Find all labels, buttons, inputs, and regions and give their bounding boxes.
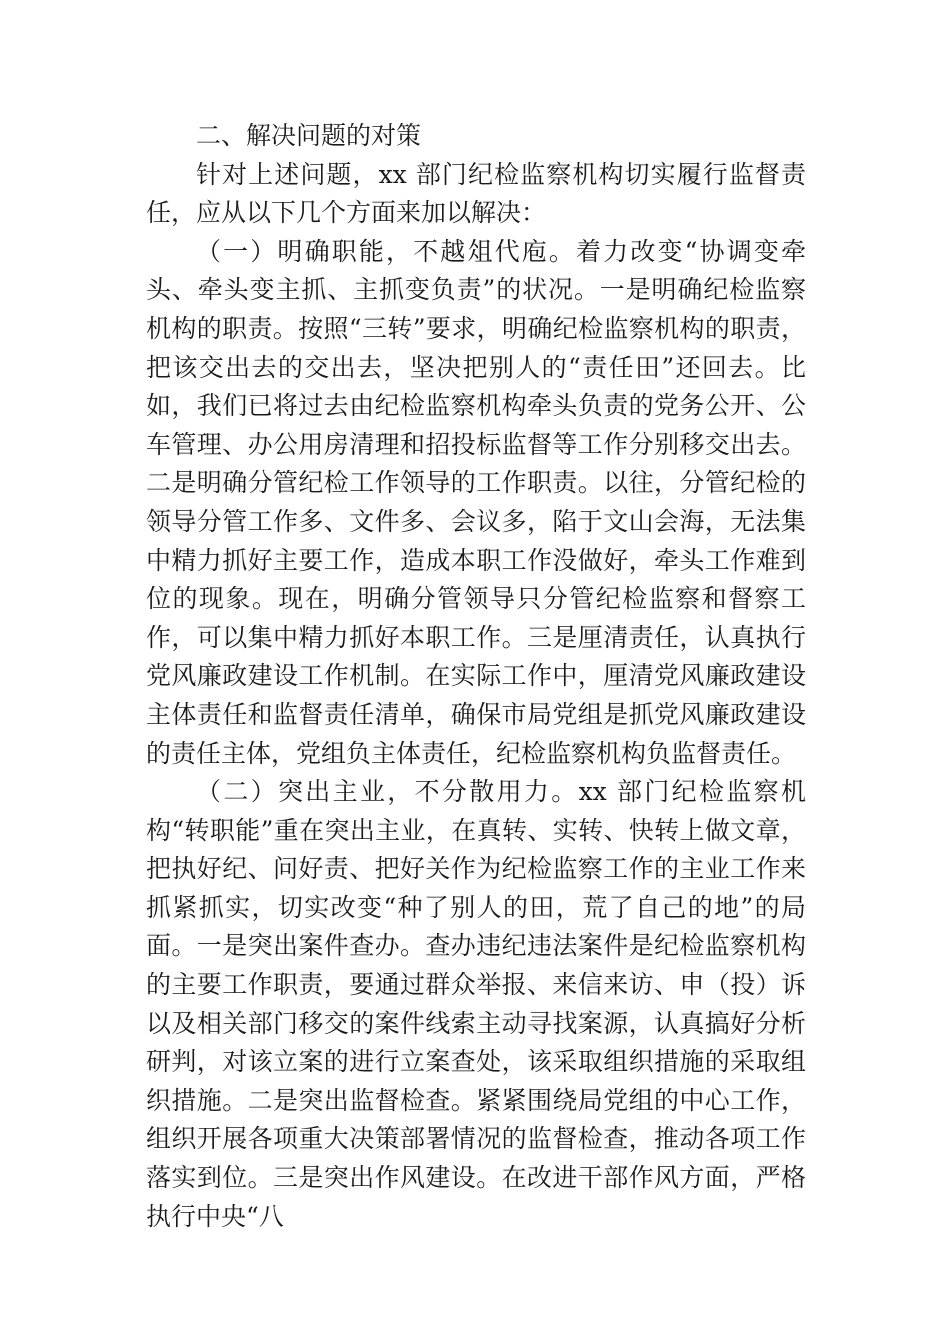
- intro-paragraph: 针对上述问题，xx 部门纪检监察机构切实履行监督责任，应从以下几个方面来加以解决：: [146, 159, 806, 228]
- document-body: [146, 117, 806, 1236]
- paragraph-two: （二）突出主业，不分散用力。xx 部门纪检监察机构“转职能”重在突出主业，在真转、实转、快转上做文章，把执好纪、问好责、把好关作为纪检监察工作的主业工作来抓紧抓实，切实改变“种了别人的田，荒了自己的地”的局面。一是突出案件查办。查办违纪违法案件是纪检监察机构的主要工作职责，要通过群众举报、来信来访、申（投）诉以及相关部门移交的案件线索主动寻找案源，认真搞好分析研判，对该立案的进行立案查处，该采取组织措施的采取组织措施。二是突出监督检查。紧紧围绕局党组的中心工作，组织开展各项重大决策部署情况的监督检查，推动各项工作落实到位。三是突出作风建设。在改进干部作风方面，严格执行中央“八: [146, 777, 806, 1231]
- paragraph-one: （一）明确职能，不越俎代庖。着力改变“协调变牵头、牵头变主抓、主抓变负责”的状况。一是明确纪检监察机构的职责。按照“三转”要求，明确纪检监察机构的职责，把该交出去的交出去，坚决把别人的“责任田”还回去。比如，我们已将过去由纪检监察机构牵头负责的党务公开、公车管理、办公用房清理和招投标监督等工作分别移交出去。二是明确分管纪检工作领导的工作职责。以往，分管纪检的领导分管工作多、文件多、会议多，陷于文山会海，无法集中精力抓好主要工作，造成本职工作没做好，牵头工作难到位的现象。现在，明确分管领导只分管纪检监察和督察工作，可以集中精力抓好本职工作。三是厘清责任，认真执行党风廉政建设工作机制。在实际工作中，厘清党风廉政建设主体责任和监督责任清单，确保市局党组是抓党风廉政建设的责任主体，党组负主体责任，纪检监察机构负监督责任。: [146, 236, 806, 768]
- section-heading: 二、解决问题的对策: [196, 121, 422, 150]
